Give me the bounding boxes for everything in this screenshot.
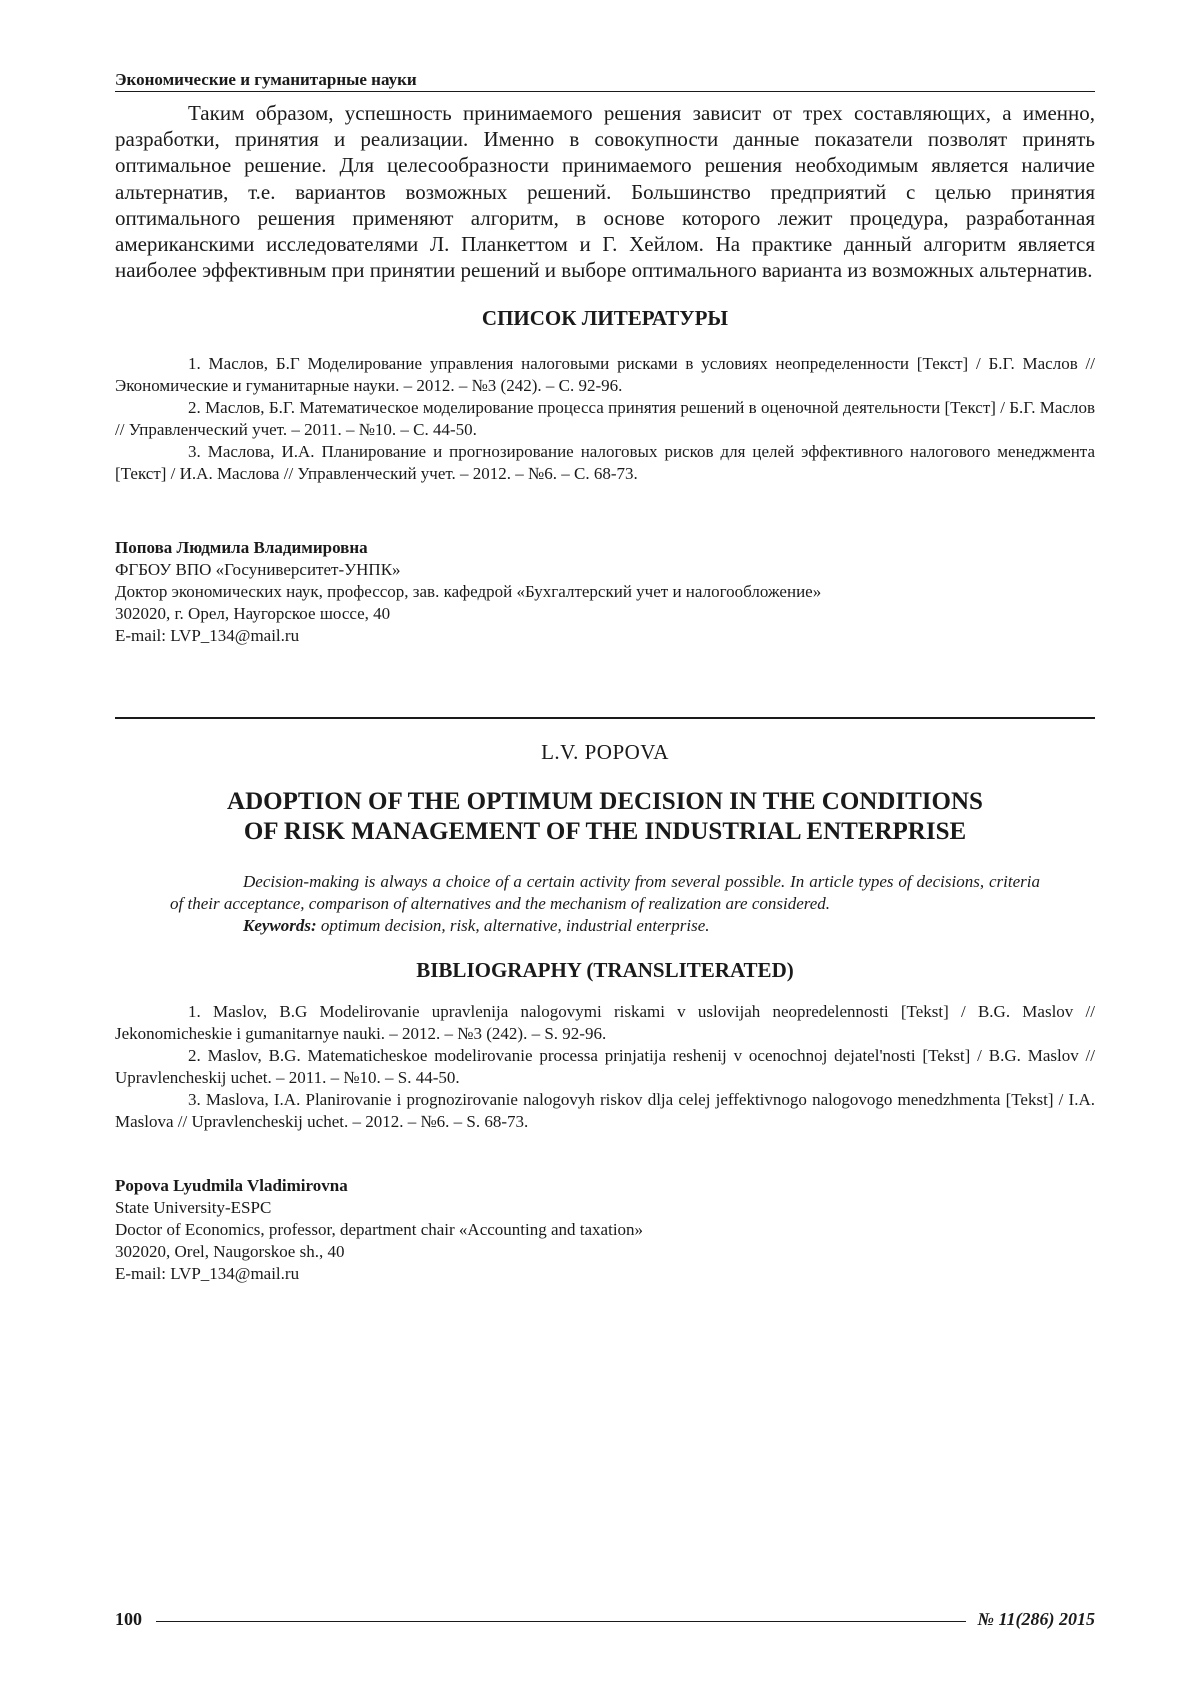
author-name-ru: Попова Людмила Владимировна <box>115 537 1095 559</box>
english-article-title <box>195 787 1015 847</box>
author-info-ru <box>115 537 1095 647</box>
running-header: Экономические и гуманитарные науки <box>115 70 1095 92</box>
reference-item: 2. Maslov, B.G. Matematicheskoe modelirovanie processa prinjatija reshenij v ocenochnoj dejatel'nosti [Tekst] / B.G. Maslov // Upravlencheskij uchet. – 2011. – №10. – S. 44-50. <box>115 1045 1095 1089</box>
references-list-en <box>115 1001 1095 1133</box>
reference-item: 1. Маслов, Б.Г Моделирование управления налоговыми рисками в условиях неопределенности [Текст] / Б.Г. Маслов // Экономические и гуманитарные науки. – 2012. – №3 (242). – С. 92-96. <box>115 353 1095 397</box>
keywords-text: optimum decision, risk, alternative, industrial enterprise. <box>317 916 710 935</box>
english-abstract: Decision-making is always a choice of a certain activity from several possible. In article types of decisions, criteria of their acceptance, comparison of alternatives and the mechanism of realization are considered. <box>170 871 1040 915</box>
author-organization-ru: ФГБОУ ВПО «Госуниверситет-УНПК» <box>115 559 1095 581</box>
author-organization-en: State University-ESPC <box>115 1197 1095 1219</box>
issue-number: № 11(286) 2015 <box>978 1609 1095 1630</box>
author-email-ru: E-mail: LVP_134@mail.ru <box>115 625 1095 647</box>
references-title-ru: СПИСОК ЛИТЕРАТУРЫ <box>115 305 1095 331</box>
reference-item: 1. Maslov, B.G Modelirovanie upravlenija nalogovymi riskami v uslovijah neopredelennosti [Tekst] / B.G. Maslov // Jekonomicheskie i gumanitarnye nauki. – 2012. – №3 (242). – S. 92-96. <box>115 1001 1095 1045</box>
author-info-en <box>115 1175 1095 1285</box>
author-email-en: E-mail: LVP_134@mail.ru <box>115 1263 1095 1285</box>
english-author-heading: L.V. POPOVA <box>115 739 1095 765</box>
author-position-en: Doctor of Economics, professor, department chair «Accounting and taxation» <box>115 1219 1095 1241</box>
english-title-line: OF RISK MANAGEMENT OF THE INDUSTRIAL ENTERPRISE <box>195 817 1015 847</box>
english-keywords <box>170 915 1040 937</box>
reference-item: 3. Маслова, И.А. Планирование и прогнозирование налоговых рисков для целей эффективного налогового менеджмента [Текст] / И.А. Маслова // Управленческий учет. – 2012. – №6. – С. 68-73. <box>115 441 1095 485</box>
body-paragraph: Таким образом, успешность принимаемого решения зависит от трех составляющих, а именно, разработки, принятия и реализации. Именно в совокупности данные показатели позволят принять оптимальное решение. Для целесообразности принимаемого решения необходимым является наличие альтернатив, т.е. вариантов возможных решений. Большинство предприятий с целью принятия оптимального решения применяют алгоритм, в основе которого лежит процедура, разработанная американскими исследователями Л. Планкеттом и Г. Хейлом. На практике данный алгоритм является наиболее эффективным при принятии решений и выборе оптимального варианта из возможных альтернатив. <box>115 100 1095 283</box>
author-address-en: 302020, Orel, Naugorskoe sh., 40 <box>115 1241 1095 1263</box>
journal-page <box>0 0 1200 1698</box>
page-number: 100 <box>115 1609 142 1630</box>
author-position-ru: Доктор экономических наук, профессор, зав. кафедрой «Бухгалтерский учет и налогообложение» <box>115 581 1095 603</box>
keywords-label: Keywords: <box>243 916 317 935</box>
english-title-line: ADOPTION OF THE OPTIMUM DECISION IN THE CONDITIONS <box>195 787 1015 817</box>
author-name-en: Popova Lyudmila Vladimirovna <box>115 1175 1095 1197</box>
page-content <box>115 70 1095 1285</box>
section-divider <box>115 717 1095 719</box>
references-title-en: BIBLIOGRAPHY (TRANSLITERATED) <box>115 957 1095 983</box>
author-address-ru: 302020, г. Орел, Наугорское шоссе, 40 <box>115 603 1095 625</box>
footer-rule <box>156 1621 966 1622</box>
reference-item: 3. Maslova, I.A. Planirovanie i prognozirovanie nalogovyh riskov dlja celej jeffektivnogo nalogovogo menedzhmenta [Tekst] / I.A. Maslova // Upravlencheskij uchet. – 2012. – №6. – S. 68-73. <box>115 1089 1095 1133</box>
page-footer <box>115 1607 1095 1631</box>
references-list-ru <box>115 353 1095 485</box>
reference-item: 2. Маслов, Б.Г. Математическое моделирование процесса принятия решений в оценочной деятельности [Текст] / Б.Г. Маслов // Управленческий учет. – 2011. – №10. – С. 44-50. <box>115 397 1095 441</box>
